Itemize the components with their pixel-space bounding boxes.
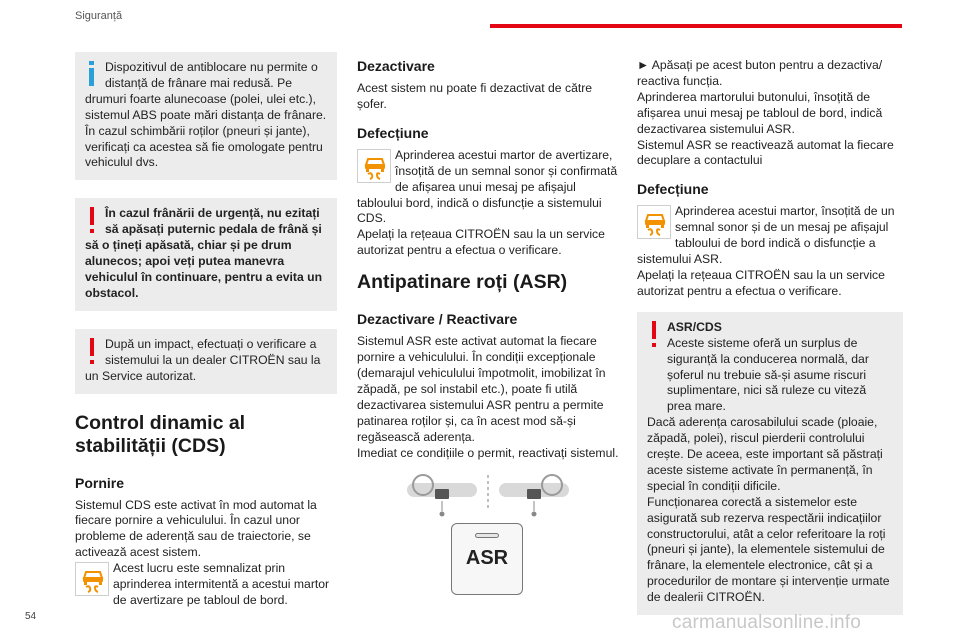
cds-heading: Control dinamic al stabilității (CDS) [75,411,246,457]
dez-react-heading: Dezactivare / Reactivare [357,311,518,328]
press-button-text: ► Apăsați pe acest buton pentru a dezactiva/ reactiva funcția. [637,58,883,88]
asr-heading: Antipatinare roți (ASR) [357,271,568,294]
emergency-warning-box [75,198,337,310]
impact-warning-text: După un impact, efectuați o verificare a sistemului la un dealer CITROËN sau la un Service autorizat. [85,336,321,383]
traction-warning-lamp-icon [637,205,671,239]
pornire-text: Sistemul CDS este activat în mod automat la fiecare pornire a vehiculului. În cazul unor probleme de aderență sau de traiectorie, se activează acest sistem. [75,497,317,560]
warning-exclamation-icon [85,207,99,235]
asr-defectiune-heading: Defecțiune [637,181,709,198]
info-icon [85,61,99,89]
traction-warning-lamp-icon [75,562,109,596]
asr-cds-box-text-3: Funcționarea corectă a sistemelor este asigurată sub rezerva respectării indicațiilor constructorului, atât a celor referitoare la roți (pneuri și jante), la elementele sistemului de frânare, la elementele electronice, cât și a procedurilor de montare și intervenție urmate de dealerii CITROËN. [647,494,890,605]
column-3 [637,52,903,633]
header-accent-bar [490,24,902,28]
impact-warning-box [75,329,337,394]
warning-exclamation-icon [85,338,99,366]
asr-cds-box-text: Aceste sisteme oferă un surplus de siguranță la conducerea normală, dar șoferul nu trebuie să-și asume riscuri suplimentare, nici să ruleze cu viteză prea mare. [667,335,869,414]
cds-defectiune-text-2: Apelați la rețeaua CITROËN sau la un service autorizat pentru a efectua o verificare. [357,227,605,258]
column-2 [357,52,619,621]
section-title: Siguranță [75,10,123,22]
asr-button-label: ASR [465,547,509,570]
abs-info-text: Dispozitivul de antiblocare nu permite o distanță de frânare mai redusă. Pe drumuri foarte alunecoase (polei, ulei etc.), sistemul ABS poate mări distanța de frânare. În cazul schimbării roților (pneuri și jante), verificați ca acestea să fie omologate pentru vehiculul dvs. [85,60,327,170]
abs-info-box [75,52,337,180]
cds-defectiune-text: Aprinderea acestui martor de avertizare, însoțită de un semnal sonor și confirmată de afișarea unui mesaj pe afișajul tabloului bord, indică o disfuncție a sistemului CDS. [357,147,618,226]
press-button-text-3: Sistemul ASR se reactivează automat la fiecare decuplare a contactului [637,137,894,168]
cds-signal-text: Acest lucru este semnalizat prin aprinderea intermitentă a acestui martor de avertizare pe tabloul de bord. [113,561,330,607]
dez-react-text: Sistemul ASR este activat automat la fiecare pornire a vehiculului. În condiții excepționale (demarajul vehiculului împotmolit, imobilizat în zăpadă, pe sol instabil etc.), poate fi utilă dezactivarea sistemului ASR pentru a permite patinarea roților și, ca în acest mod să-și regăsească aderența. [357,334,606,444]
asr-defectiune-text: Aprinderea acestui martor, însoțită de un semnal sonor și de un mesaj pe afișajul tabloului de bord indică o disfuncție a sistemului ASR. [637,204,895,267]
asr-indicator-led [475,533,499,538]
asr-cds-box-text-2: Dacă aderența carosabilului scade (ploaie, zăpadă, polei), riscul pierderii controlului crește. De aceea, este important să păstrați aceste sisteme activate în permanență, în special în condiții dificile. [647,415,883,493]
press-button-text-2: Aprinderea martorului butonului, însoțită de afișarea unui mesaj pe tabloul de bord, indică dezactivarea sistemului ASR. [637,89,883,136]
dashboard-location-diagram [357,471,619,521]
traction-warning-lamp-icon [357,149,391,183]
column-1 [75,52,337,609]
asr-button-figure [357,471,619,621]
warning-exclamation-icon [647,321,661,349]
page-number: 54 [25,611,37,622]
asr-button[interactable] [451,523,523,595]
dez-react-text-2: Imediat ce condițiile o permit, reactivați sistemul. [357,445,619,460]
dezactivare-text: Acest sistem nu poate fi dezactivat de către șofer. [357,81,593,111]
watermark: carmanualsonline.info [672,612,862,633]
asr-defectiune-text-2: Apelați la rețeaua CITROËN sau la un service autorizat pentru a efectua o verificare. [637,267,885,298]
cds-defectiune-heading: Defecțiune [357,124,429,141]
emergency-warning-text: În cazul frânării de urgență, nu ezitați să apăsați puternic pedala de frână și să o țineți apăsată, chiar și pe drum alunecos; apoi veți putea manevra vehiculul în continuare, pentru a evita un obstacol. [85,206,323,300]
asr-cds-box-title: ASR/CDS [667,319,722,334]
pornire-heading: Pornire [75,474,125,491]
dezactivare-heading: Dezactivare [357,58,435,74]
asr-cds-warning-box [637,312,903,615]
